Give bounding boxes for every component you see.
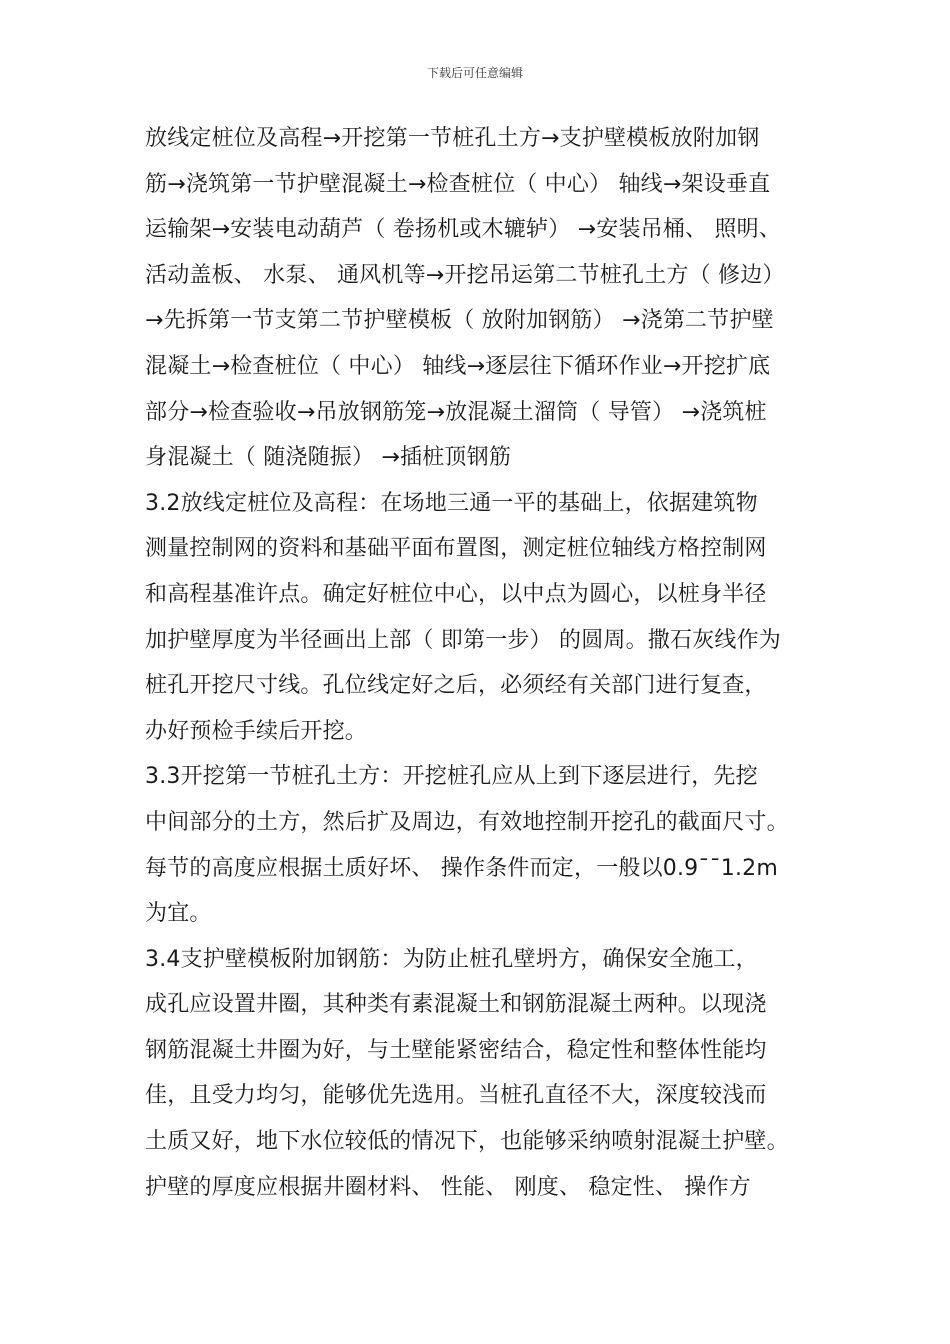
section-3-3-heading-line: 3.3开挖第一节桩孔土方：开挖桩孔应从上到下逐层进行，先挖 [145, 764, 758, 790]
text-line: →先拆第一节支第二节护壁模板（ 放附加钢筋） →浇第二节护壁 [145, 308, 774, 334]
text-line: 每节的高度应根据土质好坏、 操作条件而定，一般以0.9¯¯1.2m [145, 855, 779, 881]
text-line: 混凝土→检查桩位（ 中心） 轴线→逐层往下循环作业→开挖扩底 [145, 353, 771, 379]
text-line: 中间部分的土方，然后扩及周边，有效地控制开挖孔的截面尺寸。 [145, 809, 789, 835]
text-line: 加护壁厚度为半径画出上部（ 即第一步） 的圆周。撒石灰线作为 [145, 627, 781, 653]
text-line: 佳，且受力均匀，能够优先选用。当桩孔直径不大，深度较浅而 [145, 1083, 767, 1109]
text-line: 办好预检手续后开挖。 [145, 718, 368, 744]
text-line: 钢筋混凝土井圈为好，与土壁能紧密结合，稳定性和整体性能均 [145, 1037, 767, 1063]
text-line: 土质又好，地下水位较低的情况下，也能够采纳喷射混凝土护壁。 [145, 1129, 789, 1155]
text-line: 放线定桩位及高程→开挖第一节桩孔土方→支护壁模板放附加钢 [145, 126, 760, 151]
text-line: 成孔应设置井圈，其种类有素混凝土和钢筋混凝土两种。以现浇 [145, 992, 767, 1018]
text-line: 护壁的厚度应根据井圈材料、 性能、 刚度、 稳定性、 操作方 [145, 1174, 751, 1200]
document-body [145, 116, 825, 1210]
page-header: 下载后可任意编辑 [426, 66, 523, 80]
section-3-2-heading-line: 3.2放线定桩位及高程：在场地三通一平的基础上，依据建筑物 [145, 490, 758, 516]
text-line: 运输架→安装电动葫芦（ 卷扬机或木辘轳） →安装吊桶、 照明、 [145, 217, 782, 243]
section-3-4-heading-line: 3.4支护壁模板附加钢筋：为防止桩孔壁坍方，确保安全施工， [145, 946, 758, 972]
text-line: 筋→浇筑第一节护壁混凝土→检查桩位（ 中心） 轴线→架设垂直 [145, 171, 771, 197]
text-line: 部分→检查验收→吊放钢筋笼→放混凝土溜筒（ 导管） →浇筑桩 [145, 399, 767, 425]
text-line: 和高程基准许点。确定好桩位中心，以中点为圆心，以桩身半径 [145, 581, 767, 607]
text-line: 活动盖板、 水泵、 通风机等→开挖吊运第二节桩孔土方（ 修边） [145, 262, 785, 288]
text-line: 身混凝土（ 随浇随振） →插桩顶钢筋 [145, 445, 512, 471]
text-line: 为宜。 [145, 901, 212, 927]
text-line: 测量控制网的资料和基础平面布置图，测定桩位轴线方格控制网 [145, 536, 767, 562]
text-line: 桩孔开挖尺寸线。孔位线定好之后，必须经有关部门进行复查， [145, 673, 767, 699]
